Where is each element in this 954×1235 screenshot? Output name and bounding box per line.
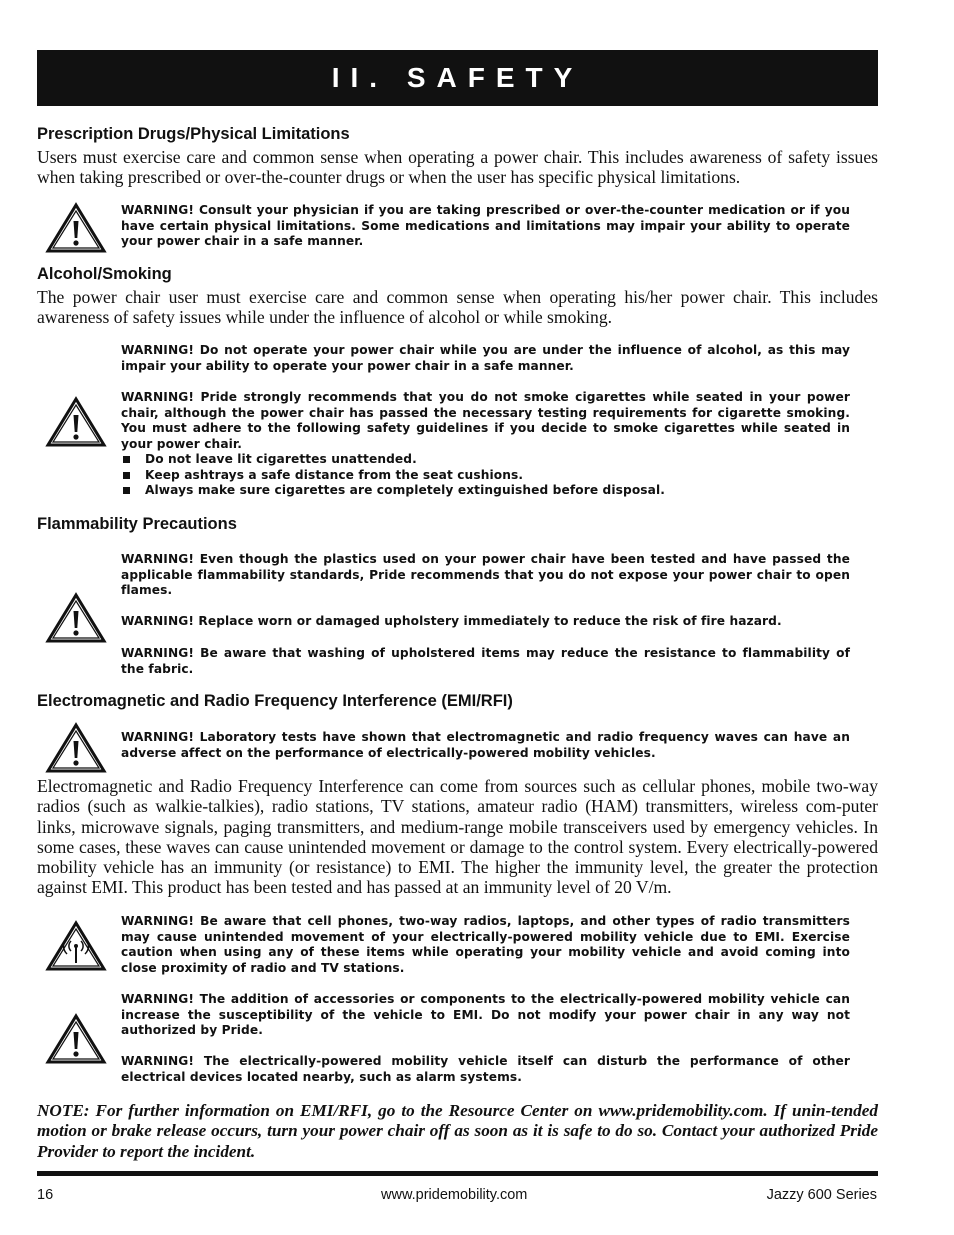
footer-website: www.pridemobility.com xyxy=(381,1187,528,1203)
warning-lab-tests: WARNING! Laboratory tests have shown that electromagnetic and radio frequency waves can have an adverse affect on the performance of electrically-powered mobility vehicles. xyxy=(121,730,850,760)
warning-disturb-devices: WARNING! The electrically-powered mobility vehicle itself can disturb the performance of other electrical devices located nearby, such as alarm systems. xyxy=(121,1054,850,1084)
warning-accessories: WARNING! The addition of accessories or components to the electrically-powered mobility vehicle can increase the susceptibility of the vehicle to EMI. Do not modify your power chair in any way not authorized by Pride. xyxy=(121,992,850,1037)
warning-medication: WARNING! Consult your physician if you are taking prescribed or over-the-counter medication or if you have certain physical limitations. Some medications and limitations may impair your ability to operate your power chair in a safe manner. xyxy=(121,203,850,248)
footer-series: Jazzy 600 Series xyxy=(766,1187,877,1203)
list-item: Always make sure cigarettes are completely extinguished before disposal. xyxy=(121,483,850,499)
heading-prescription-drugs: Prescription Drugs/Physical Limitations xyxy=(37,125,350,143)
section-banner: II. SAFETY xyxy=(37,50,878,106)
warning-triangle-icon xyxy=(45,202,107,254)
radio-transmitter-icon xyxy=(45,920,107,972)
warning-washing: WARNING! Be aware that washing of upholstered items may reduce the resistance to flammability of the fabric. xyxy=(121,646,850,676)
heading-flammability: Flammability Precautions xyxy=(37,515,237,533)
warning-triangle-icon xyxy=(45,722,107,774)
warning-smoking: WARNING! Pride strongly recommends that you do not smoke cigarettes while seated in your power chair, although the power chair has passed the necessary testing requirements for cigarette smoking. You must adhere to the following safety guidelines if you decide to smoke cigarettes while seated in your power chair. xyxy=(121,390,850,451)
warning-triangle-icon xyxy=(45,1013,107,1065)
page-number: 16 xyxy=(37,1187,54,1203)
warning-radio-transmitters: WARNING! Be aware that cell phones, two-way radios, laptops, and other types of radio transmitters may cause unintended movement of your electrically-powered mobility vehicle due to EMI. Exercise caution when using any of these items while operating your mobility vehicle and avoid coming into close proximity of radio and TV stations. xyxy=(121,914,850,975)
heading-emi-rfi: Electromagnetic and Radio Frequency Interference (EMI/RFI) xyxy=(37,692,513,710)
warning-upholstery: WARNING! Replace worn or damaged upholstery immediately to reduce the risk of fire hazard. xyxy=(121,614,782,628)
list-item: Keep ashtrays a safe distance from the seat cushions. xyxy=(121,468,850,484)
warning-flammability-plastics: WARNING! Even though the plastics used on your power chair have been tested and have passed the applicable flammability standards, Pride recommends that you do not expose your power chair to open flames. xyxy=(121,552,850,597)
warning-alcohol: WARNING! Do not operate your power chair while you are under the influence of alcohol, as this may impair your ability to operate your power chair in a safe manner. xyxy=(121,343,850,373)
body-emi-rfi: Electromagnetic and Radio Frequency Interference can come from sources such as cellular phones, mobile two-way radios (such as walkie-talkies), radio stations, TV stations, amateur radio (HAM) transmitters, wireless com-puter links, microwave signals, paging transmitters, and medium-range mobile transceivers used by emergency vehicles. In some cases, these waves can cause unintended movement or damage to the control system. Every electrically-powered mobility vehicle has an immunity (or resistance) to EMI. The higher the immunity level, the greater the protection against EMI. This product has been tested and has passed at an immunity level of 20 V/m. xyxy=(37,776,878,898)
smoking-guidelines-list xyxy=(121,452,850,499)
footer-rule xyxy=(37,1171,878,1176)
warning-triangle-icon xyxy=(45,396,107,448)
warning-triangle-icon xyxy=(45,592,107,644)
body-prescription-drugs: Users must exercise care and common sense when operating a power chair. This includes awareness of safety issues when taking prescribed or over-the-counter drugs or when the user has specific physical limitations. xyxy=(37,147,878,188)
emi-note: NOTE: For further information on EMI/RFI, go to the Resource Center on www.pridemobility.com. If unin-tended motion or brake release occurs, turn your power chair off as soon as it is safe to do so. Contact your authorized Pride Provider to report the incident. xyxy=(37,1101,878,1161)
body-alcohol-smoking: The power chair user must exercise care and common sense when operating his/her power chair. This includes awareness of safety issues while under the influence of alcohol or while smoking. xyxy=(37,287,878,328)
list-item: Do not leave lit cigarettes unattended. xyxy=(121,452,850,468)
heading-alcohol-smoking: Alcohol/Smoking xyxy=(37,265,172,283)
